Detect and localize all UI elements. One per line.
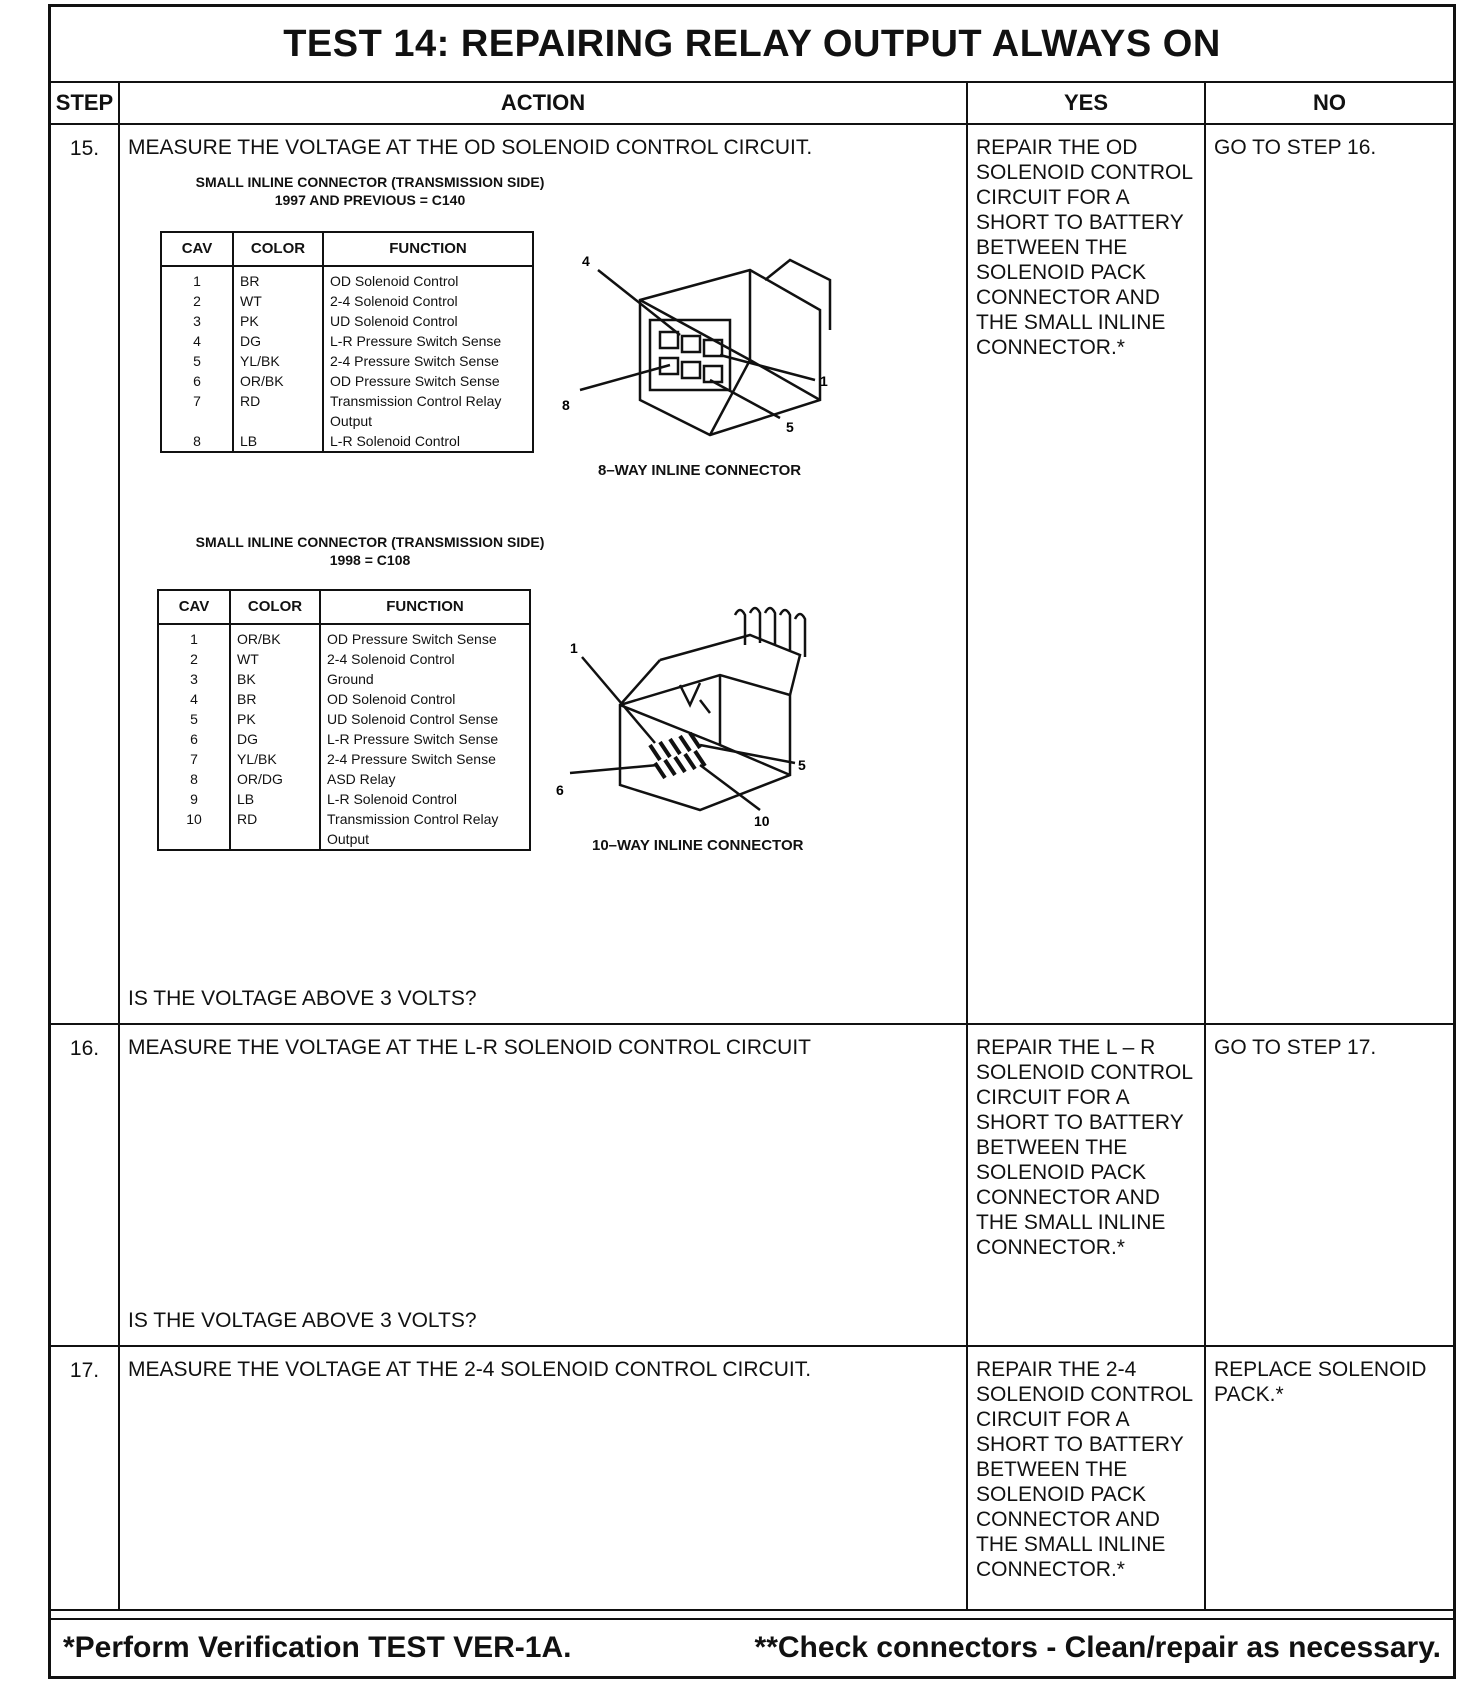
step-row-17	[51, 1346, 1453, 1610]
table-row: 8 LB L-R Solenoid Control	[161, 431, 533, 452]
action-text: MEASURE THE VOLTAGE AT THE L-R SOLENOID CONTROL CIRCUIT	[128, 1036, 812, 1059]
step-header: STEP	[51, 83, 119, 124]
step-number: 15.	[51, 124, 119, 1024]
yes-cell: REPAIR THE 2-4 SOLENOID CONTROL CIRCUIT FOR A SHORT TO BATTERY BETWEEN THE SOLENOID PACK CONNECTOR AND THE SMALL INLINE CONNECTOR.*	[967, 1346, 1205, 1610]
step-number: 16.	[51, 1024, 119, 1346]
table-row: 1 BR OD Solenoid Control	[161, 266, 533, 291]
table-row: 9 LB L-R Solenoid Control	[158, 789, 530, 809]
table-row: 1 OR/BK OD Pressure Switch Sense	[158, 624, 530, 649]
yes-header: YES	[967, 83, 1205, 124]
table-row: 6 DG L-R Pressure Switch Sense	[158, 729, 530, 749]
yes-cell: REPAIR THE L – R SOLENOID CONTROL CIRCUIT FOR A SHORT TO BATTERY BETWEEN THE SOLENOID PACK CONNECTOR AND THE SMALL INLINE CONNECTOR.*	[967, 1024, 1205, 1346]
callout-label: 1	[820, 373, 828, 389]
table-row: 10 RD Transmission Control Relay Output	[158, 809, 530, 850]
page-title: TEST 14: REPAIRING RELAY OUTPUT ALWAYS ON	[51, 7, 1453, 83]
question-text: IS THE VOLTAGE ABOVE 3 VOLTS?	[128, 1309, 477, 1332]
callout-label: 5	[786, 419, 794, 435]
table-row: 3 PK UD Solenoid Control	[161, 311, 533, 331]
connector1-heading: SMALL INLINE CONNECTOR (TRANSMISSION SIDE) 1997 AND PREVIOUS = C140	[195, 174, 545, 208]
callout-label: 10	[754, 813, 770, 829]
table-row: 7 YL/BK 2-4 Pressure Switch Sense	[158, 749, 530, 769]
action-cell	[119, 1024, 967, 1346]
no-cell: GO TO STEP 16.	[1205, 124, 1453, 1024]
footer-notes	[51, 1618, 1453, 1676]
table-row: 4 BR OD Solenoid Control	[158, 689, 530, 709]
footer-verification-note: *Perform Verification TEST VER-1A.	[63, 1631, 572, 1664]
callout-label: 1	[570, 640, 578, 656]
no-header: NO	[1205, 83, 1453, 124]
8-way-connector-illustration	[560, 240, 840, 460]
connector2-pin-table: CAV COLOR FUNCTION 1 OR/BK OD Pressure Switch Sense 2 WT 2-4 Solenoid Control 3 BK Ground 4 BR OD Solenoid Control 5 PK UD Solenoid Control Sense 6 DG L-R Pressure Switch Sense 7 YL/BK 2-4 Pressure Switch Sense 8 OR/DG ASD Relay 9 LB L-R Solenoid Control 10 RD Transmission Control Relay Output	[157, 589, 531, 851]
question-text: IS THE VOLTAGE ABOVE 3 VOLTS?	[128, 987, 477, 1010]
step-row-15	[51, 124, 1453, 1024]
connector1-pin-table: CAV COLOR FUNCTION 1 BR OD Solenoid Control 2 WT 2-4 Solenoid Control 3 PK UD Solenoid Control 4 DG L-R Pressure Switch Sense 5 YL/BK 2-4 Pressure Switch Sense 6 OR/BK OD Pressure Switch Sense 7 RD Transmission Control Relay Output 8 LB L-R Solenoid Control	[160, 231, 534, 453]
callout-label: 5	[798, 757, 806, 773]
action-header: ACTION	[119, 83, 967, 124]
table-row: 2 WT 2-4 Solenoid Control	[158, 649, 530, 669]
table-row: 5 YL/BK 2-4 Pressure Switch Sense	[161, 351, 533, 371]
callout-label: 4	[582, 253, 590, 269]
10-way-connector-illustration	[550, 605, 850, 835]
step-number: 17.	[51, 1346, 119, 1610]
no-cell: REPLACE SOLENOID PACK.*	[1205, 1346, 1453, 1610]
action-cell	[119, 1346, 967, 1610]
action-cell	[119, 124, 967, 1024]
action-text: MEASURE THE VOLTAGE AT THE 2-4 SOLENOID CONTROL CIRCUIT.	[128, 1358, 812, 1381]
connector1-caption: 8–WAY INLINE CONNECTOR	[598, 462, 802, 479]
table-row: 4 DG L-R Pressure Switch Sense	[161, 331, 533, 351]
no-cell: GO TO STEP 17.	[1205, 1024, 1453, 1346]
table-row: 7 RD Transmission Control Relay Output	[161, 391, 533, 431]
footer-connector-note: **Check connectors - Clean/repair as necessary.	[754, 1631, 1441, 1664]
callout-label: 6	[556, 782, 564, 798]
table-row: 5 PK UD Solenoid Control Sense	[158, 709, 530, 729]
header-row	[51, 83, 1453, 124]
test-table	[51, 83, 1453, 1611]
action-text: MEASURE THE VOLTAGE AT THE OD SOLENOID CONTROL CIRCUIT.	[128, 136, 813, 159]
table-row: 2 WT 2-4 Solenoid Control	[161, 291, 533, 311]
table-row: 3 BK Ground	[158, 669, 530, 689]
test-sheet	[48, 4, 1456, 1679]
connector2-heading: SMALL INLINE CONNECTOR (TRANSMISSION SIDE) 1998 = C108	[195, 534, 545, 568]
callout-label: 8	[562, 397, 570, 413]
yes-cell: REPAIR THE OD SOLENOID CONTROL CIRCUIT FOR A SHORT TO BATTERY BETWEEN THE SOLENOID PACK CONNECTOR AND THE SMALL INLINE CONNECTOR.*	[967, 124, 1205, 1024]
table-row: 8 OR/DG ASD Relay	[158, 769, 530, 789]
table-row: 6 OR/BK OD Pressure Switch Sense	[161, 371, 533, 391]
step-row-16	[51, 1024, 1453, 1346]
connector2-caption: 10–WAY INLINE CONNECTOR	[592, 837, 804, 854]
